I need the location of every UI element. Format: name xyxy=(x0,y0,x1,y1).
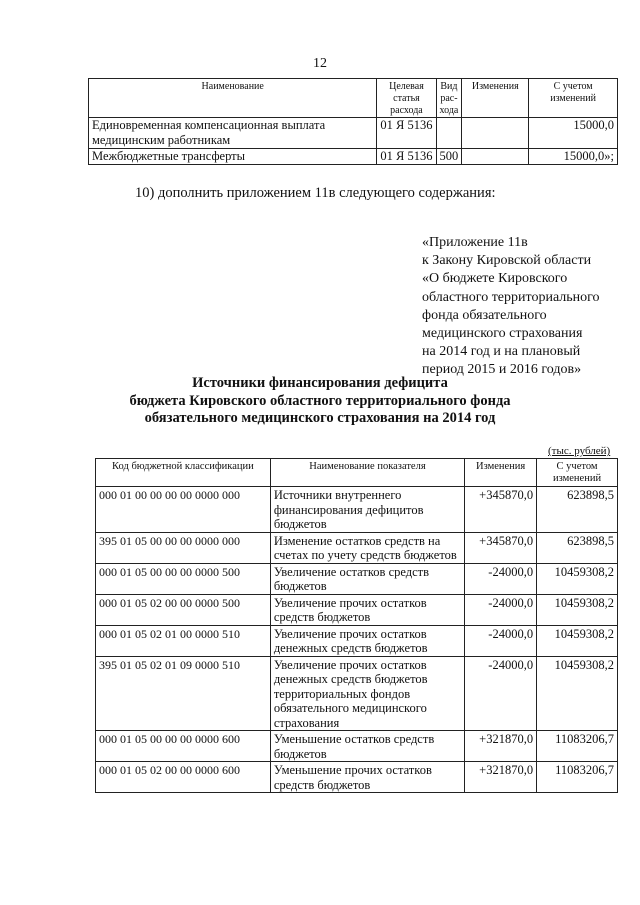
appendix-line: областного территориального xyxy=(422,289,600,305)
table-row xyxy=(89,149,618,165)
header-change: Изменения xyxy=(462,79,529,118)
cell-code: 395 01 05 00 00 00 0000 000 xyxy=(96,532,271,563)
cell-code: 000 01 05 00 00 00 0000 500 xyxy=(96,563,271,594)
cell-indicator: Увеличение прочих остатков денежных средств бюджетов территориальных фондов обязательного медицинского страхования xyxy=(270,656,464,731)
cell-total: 11083206,7 xyxy=(537,731,618,762)
table-row xyxy=(96,731,618,762)
cell-change: +345870,0 xyxy=(465,487,537,533)
cell-kind xyxy=(436,118,462,149)
appendix-line: период 2015 и 2016 годов» xyxy=(422,362,582,378)
cell-total: 10459308,2 xyxy=(537,594,618,625)
cell-total: 10459308,2 xyxy=(537,625,618,656)
cell-change: -24000,0 xyxy=(465,656,537,731)
appendix-line: фонда обязательного xyxy=(422,307,547,323)
cell-indicator: Увеличение прочих остатков средств бюджетов xyxy=(270,594,464,625)
cell-total: 11083206,7 xyxy=(537,762,618,793)
cell-code: 000 01 05 00 00 00 0000 600 xyxy=(96,731,271,762)
page-number: 12 xyxy=(313,56,327,71)
title-line: бюджета Кировского областного территориального фонда xyxy=(129,392,511,409)
table-row xyxy=(96,532,618,563)
expense-table xyxy=(88,78,618,165)
header-total: С учетом изменений xyxy=(529,79,618,118)
header-target: Целевая статья расхода xyxy=(377,79,436,118)
table-header-row xyxy=(89,79,618,118)
title-line: обязательного медицинского страхования на 2014 год xyxy=(144,410,496,426)
units-label: (тыс. рублей) xyxy=(548,445,611,457)
appendix-line: к Закону Кировской области xyxy=(422,253,592,269)
cell-target: 01 Я 5136 xyxy=(377,149,436,165)
cell-total: 623898,5 xyxy=(537,532,618,563)
appendix-line: медицинского страхования xyxy=(422,326,583,342)
table-row xyxy=(96,656,618,731)
cell-indicator: Источники внутреннего финансирования дефицитов бюджетов xyxy=(270,487,464,533)
cell-total: 10459308,2 xyxy=(537,656,618,731)
cell-change xyxy=(462,149,529,165)
table-row xyxy=(96,487,618,533)
cell-change: -24000,0 xyxy=(465,563,537,594)
cell-indicator: Уменьшение прочих остатков средств бюджетов xyxy=(270,762,464,793)
appendix-header xyxy=(422,234,632,380)
header-change: Изменения xyxy=(465,459,537,487)
cell-change: +321870,0 xyxy=(465,762,537,793)
cell-indicator: Увеличение прочих остатков денежных средств бюджетов xyxy=(270,625,464,656)
appendix-line: «Приложение 11в xyxy=(422,235,528,250)
cell-code: 000 01 00 00 00 00 0000 000 xyxy=(96,487,271,533)
cell-total: 10459308,2 xyxy=(537,563,618,594)
cell-total: 15000,0 xyxy=(529,118,618,149)
cell-total: 15000,0»; xyxy=(529,149,618,165)
header-name: Наименование xyxy=(89,79,377,118)
cell-indicator: Изменение остатков средств на счетах по учету средств бюджетов xyxy=(270,532,464,563)
table-row xyxy=(96,594,618,625)
cell-target: 01 Я 5136 xyxy=(377,118,436,149)
appendix-line: «О бюджете Кировского xyxy=(422,271,568,287)
table-row xyxy=(96,563,618,594)
table-header-row xyxy=(96,459,618,487)
table-row xyxy=(96,625,618,656)
cell-kind: 500 xyxy=(436,149,462,165)
header-code: Код бюджетной классификации xyxy=(96,459,271,487)
financing-sources-table xyxy=(95,458,618,793)
appendix-line: на 2014 год и на плановый xyxy=(422,344,581,360)
cell-indicator: Уменьшение остатков средств бюджетов xyxy=(270,731,464,762)
cell-code: 000 01 05 02 00 00 0000 500 xyxy=(96,594,271,625)
document-title xyxy=(0,375,640,428)
cell-change: +345870,0 xyxy=(465,532,537,563)
cell-indicator: Увеличение остатков средств бюджетов xyxy=(270,563,464,594)
table-row xyxy=(89,118,618,149)
cell-name: Единовременная компенсационная выплата медицинским работникам xyxy=(89,118,377,149)
cell-name: Межбюджетные трансферты xyxy=(89,149,377,165)
cell-change: +321870,0 xyxy=(465,731,537,762)
cell-code: 395 01 05 02 01 09 0000 510 xyxy=(96,656,271,731)
cell-change: -24000,0 xyxy=(465,594,537,625)
header-kind: Вид рас-хода xyxy=(436,79,462,118)
cell-change xyxy=(462,118,529,149)
header-total: С учетом изменений xyxy=(537,459,618,487)
item-10-text: 10) дополнить приложением 11в следующего содержания: xyxy=(135,185,496,201)
cell-code: 000 01 05 02 01 00 0000 510 xyxy=(96,625,271,656)
header-indicator: Наименование показателя xyxy=(270,459,464,487)
cell-code: 000 01 05 02 00 00 0000 600 xyxy=(96,762,271,793)
table-row xyxy=(96,762,618,793)
cell-change: -24000,0 xyxy=(465,625,537,656)
cell-total: 623898,5 xyxy=(537,487,618,533)
title-line: Источники финансирования дефицита xyxy=(192,375,448,391)
